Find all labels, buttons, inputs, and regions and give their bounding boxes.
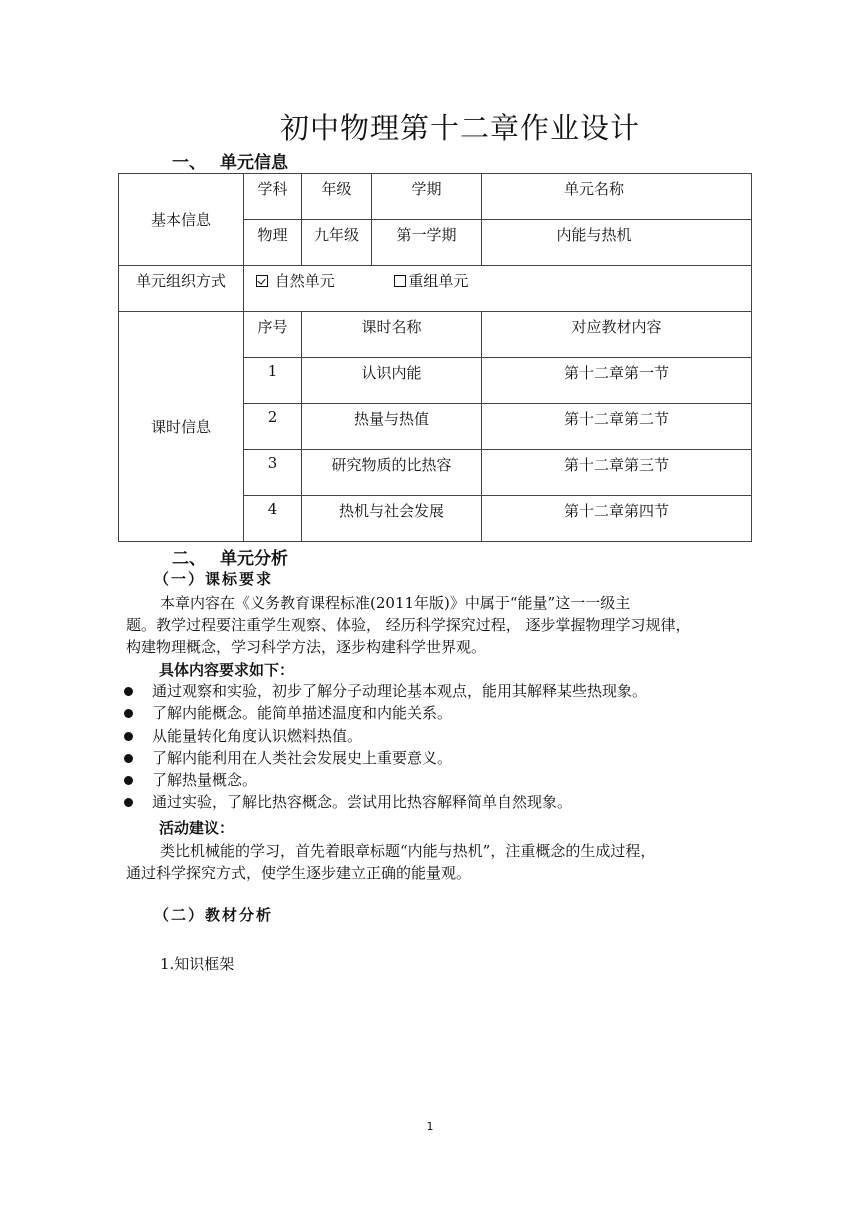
- lesson-name: 热机与社会发展: [338, 502, 444, 520]
- unit-info-table: [118, 173, 752, 542]
- bullet-icon: [124, 776, 133, 785]
- lesson-header-no: 序号: [257, 318, 288, 336]
- subsection-curriculum: （一）课标要求: [154, 570, 274, 588]
- section-number: 二、: [172, 549, 206, 569]
- checkbox-checked-icon[interactable]: [256, 275, 268, 287]
- lesson-name: 认识内能: [361, 364, 422, 382]
- list-item: 通过实验，了解比热容概念。尝试用比热容解释简单自然现象。: [124, 791, 647, 813]
- lesson-content: 第十二章第三节: [563, 456, 669, 474]
- lesson-no: 1: [267, 362, 278, 380]
- list-item: 了解热量概念。: [124, 769, 647, 791]
- requirements-list: [124, 680, 647, 814]
- lesson-name: 热量与热值: [353, 410, 429, 428]
- lesson-no: 4: [267, 500, 278, 518]
- section-heading-unit-analysis: [172, 544, 288, 569]
- section-label: 单元信息: [220, 153, 288, 173]
- header-subject: 学科: [257, 180, 288, 198]
- checkbox-empty-icon[interactable]: [394, 275, 406, 287]
- lesson-content: 第十二章第一节: [563, 364, 669, 382]
- intro-line: 题。教学过程要注重学生观察、体验， 经历科学探究过程， 逐步掌握物理学习规律，: [126, 616, 691, 634]
- basic-info-label: 基本信息: [119, 174, 244, 266]
- activity-line: 通过科学探究方式，使学生逐步建立正确的能量观。: [126, 864, 472, 882]
- lesson-no: 2: [267, 408, 278, 426]
- bullet-icon: [124, 709, 133, 718]
- org-option-regroup[interactable]: 重组单元: [394, 272, 468, 290]
- lesson-name: 研究物质的比热容: [331, 456, 452, 474]
- header-grade: 年级: [321, 180, 352, 198]
- section-label: 单元分析: [220, 549, 288, 569]
- bullet-icon: [124, 754, 133, 763]
- list-item: 通过观察和实验，初步了解分子动理论基本观点，能用其解释某些热现象。: [124, 680, 647, 702]
- value-term: 第一学期: [396, 226, 457, 244]
- list-item: 从能量转化角度认识燃料热值。: [124, 725, 647, 747]
- value-subject: 物理: [257, 226, 288, 244]
- value-unit-name: 内能与热机: [556, 226, 632, 244]
- lesson-content: 第十二章第四节: [563, 502, 669, 520]
- page-number: 1: [426, 1120, 434, 1133]
- lesson-header-name: 课时名称: [361, 318, 422, 336]
- knowledge-framework-label: 1.知识框架: [160, 955, 235, 973]
- activity-heading: 活动建议：: [159, 819, 235, 837]
- page-title: 初中物理第十二章作业设计: [279, 111, 640, 145]
- org-option-natural[interactable]: 自然单元: [256, 272, 335, 290]
- section-number: 一、: [172, 153, 206, 173]
- section-heading-unit-info: [172, 148, 288, 173]
- subsection-textbook: （二）教材分析: [154, 906, 274, 924]
- org-method-label: 单元组织方式: [135, 272, 226, 290]
- list-item: 了解内能概念。能简单描述温度和内能关系。: [124, 702, 647, 724]
- intro-line: 构建物理概念，学习科学方法，逐步构建科学世界观。: [126, 638, 487, 656]
- lesson-header-content: 对应教材内容: [571, 318, 662, 336]
- activity-paragraph: [126, 840, 746, 884]
- lesson-info-label: 课时信息: [119, 312, 244, 542]
- bullet-icon: [124, 687, 133, 696]
- activity-line: 类比机械能的学习，首先着眼章标题“内能与热机”，注重概念的生成过程，: [160, 842, 656, 860]
- header-term: 学期: [411, 180, 442, 198]
- list-item: 了解内能利用在人类社会发展史上重要意义。: [124, 747, 647, 769]
- intro-line: 本章内容在《义务教育课程标准(2011年版)》中属于“能量”这一一级主: [160, 594, 631, 612]
- bullet-icon: [124, 798, 133, 807]
- bullet-icon: [124, 732, 133, 741]
- intro-paragraph: [126, 592, 746, 658]
- header-unit-name: 单元名称: [563, 180, 624, 198]
- requirements-heading: 具体内容要求如下：: [159, 661, 295, 679]
- org-options: [244, 266, 751, 291]
- lesson-no: 3: [267, 454, 278, 472]
- value-grade: 九年级: [313, 226, 359, 244]
- lesson-content: 第十二章第二节: [563, 410, 669, 428]
